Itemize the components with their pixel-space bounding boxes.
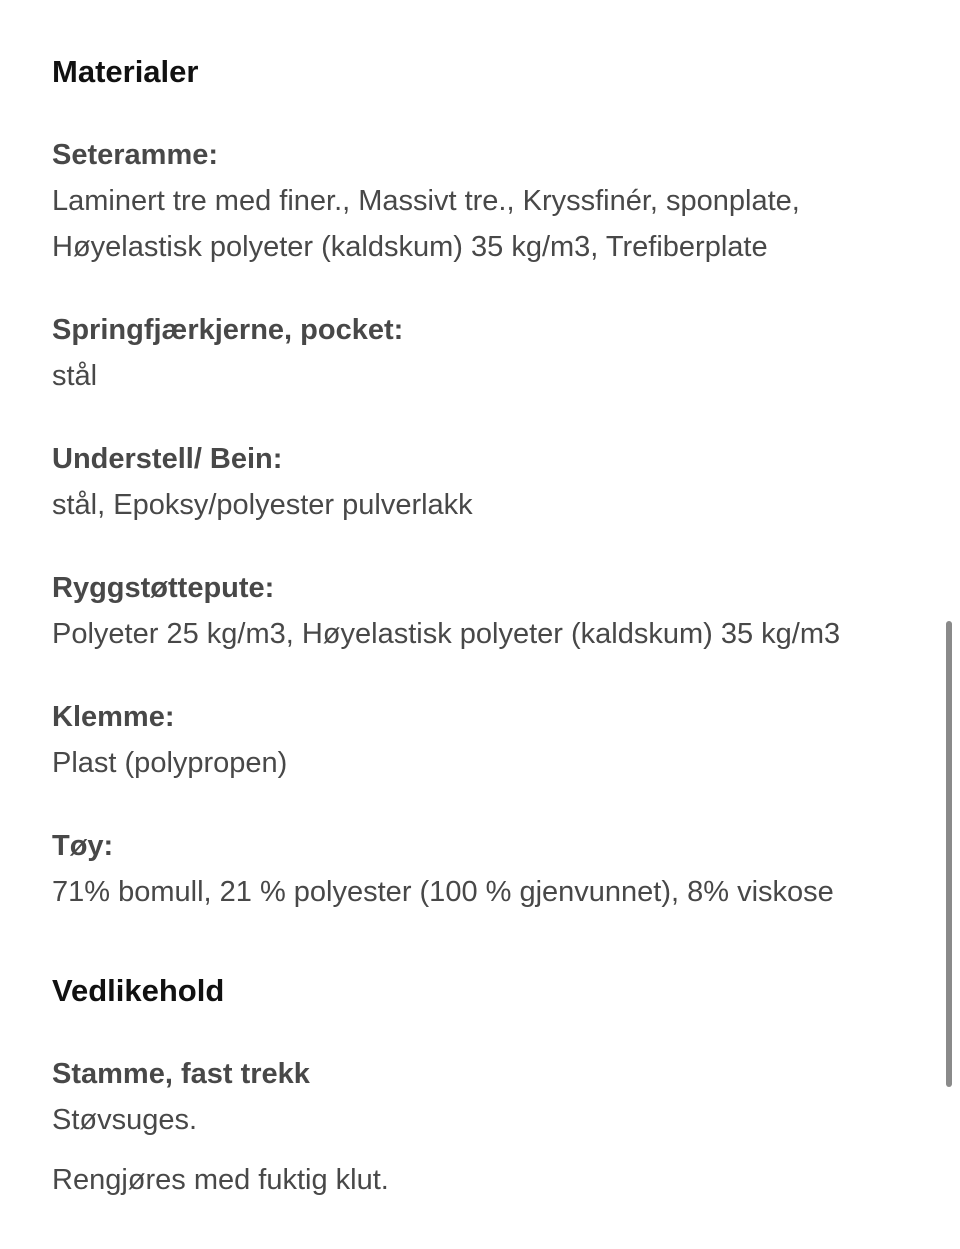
material-item-ryggstottepute	[52, 565, 912, 657]
material-value: stål	[52, 360, 98, 392]
material-item-understell	[52, 436, 912, 528]
material-label: Springfjærkjerne, pocket:	[52, 314, 404, 346]
vertical-scrollbar[interactable]	[946, 621, 952, 1087]
material-item-springfjaerkjerne	[52, 307, 912, 399]
material-label: Understell/ Bein:	[52, 443, 283, 475]
material-label: Ryggstøttepute:	[52, 572, 275, 604]
material-label: Klemme:	[52, 701, 175, 733]
care-heading: Vedlikehold	[52, 973, 225, 1008]
material-label: Seteramme:	[52, 139, 219, 171]
material-label: Tøy:	[52, 830, 114, 862]
material-value: Plast (polypropen)	[52, 747, 288, 779]
material-value: 71% bomull, 21 % polyester (100 % gjenvunnet), 8% viskose	[52, 876, 834, 908]
material-value: Polyeter 25 kg/m3, Høyelastisk polyeter (kaldskum) 35 kg/m3	[52, 618, 841, 650]
care-title: Stamme, fast trekk	[52, 1058, 310, 1090]
material-item-seteramme	[52, 132, 912, 270]
material-item-klemme	[52, 694, 912, 786]
care-instruction: Rengjøres med fuktig klut.	[52, 1164, 389, 1196]
material-item-toy	[52, 823, 912, 915]
product-details-content	[52, 50, 912, 1203]
care-list	[52, 1051, 912, 1203]
materials-list	[52, 132, 912, 915]
material-value: stål, Epoksy/polyester pulverlakk	[52, 489, 473, 521]
materials-heading: Materialer	[52, 54, 199, 89]
material-value: Laminert tre med finer., Massivt tre., Kryssfinér, sponplate, Høyelastisk polyeter (kaldskum) 35 kg/m3, Trefiberplate	[52, 185, 800, 263]
care-instruction: Støvsuges.	[52, 1104, 198, 1136]
